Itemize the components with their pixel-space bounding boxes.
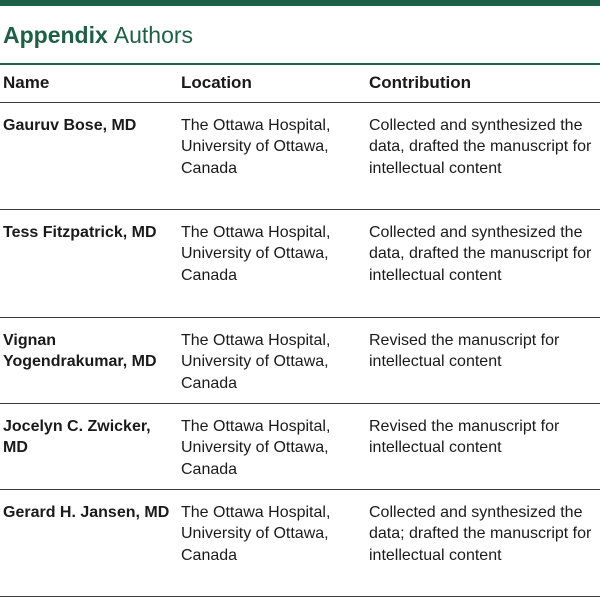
appendix-label: Appendix [3, 22, 108, 48]
author-name: Jocelyn C. Zwicker, MD [3, 418, 151, 457]
appendix-subtitle: Authors [113, 22, 194, 48]
author-name: Tess Fitzpatrick, MD [3, 224, 157, 241]
top-accent-bar [0, 0, 600, 6]
table-row [0, 490, 600, 597]
author-location: The Ottawa Hospital, University of Ottawa, Canada [181, 418, 331, 478]
header-contribution: Contribution [369, 73, 471, 92]
authors-table [0, 65, 600, 597]
table-row [0, 404, 600, 490]
author-contribution: Collected and synthesized the data; drafted the manuscript for intellectual content [369, 504, 592, 564]
author-location: The Ottawa Hospital, University of Ottawa, Canada [181, 504, 331, 564]
author-name: Gauruv Bose, MD [3, 117, 137, 134]
appendix-title [3, 20, 193, 50]
author-location: The Ottawa Hospital, University of Ottawa, Canada [181, 332, 331, 392]
header-name: Name [3, 73, 50, 92]
author-contribution: Collected and synthesized the data, drafted the manuscript for intellectual content [369, 117, 592, 177]
author-contribution: Revised the manuscript for intellectual content [369, 332, 560, 371]
table-row [0, 318, 600, 404]
header-location: Location [181, 73, 252, 92]
author-name: Gerard H. Jansen, MD [3, 504, 170, 521]
table-row [0, 103, 600, 210]
author-location: The Ottawa Hospital, University of Ottawa, Canada [181, 117, 331, 177]
author-location: The Ottawa Hospital, University of Ottawa, Canada [181, 224, 331, 284]
author-contribution: Collected and synthesized the data, drafted the manuscript for intellectual content [369, 224, 592, 284]
author-name: Vignan Yogendrakumar, MD [3, 332, 157, 371]
table-row [0, 210, 600, 318]
author-contribution: Revised the manuscript for intellectual content [369, 418, 560, 457]
table-header-row [0, 65, 600, 103]
